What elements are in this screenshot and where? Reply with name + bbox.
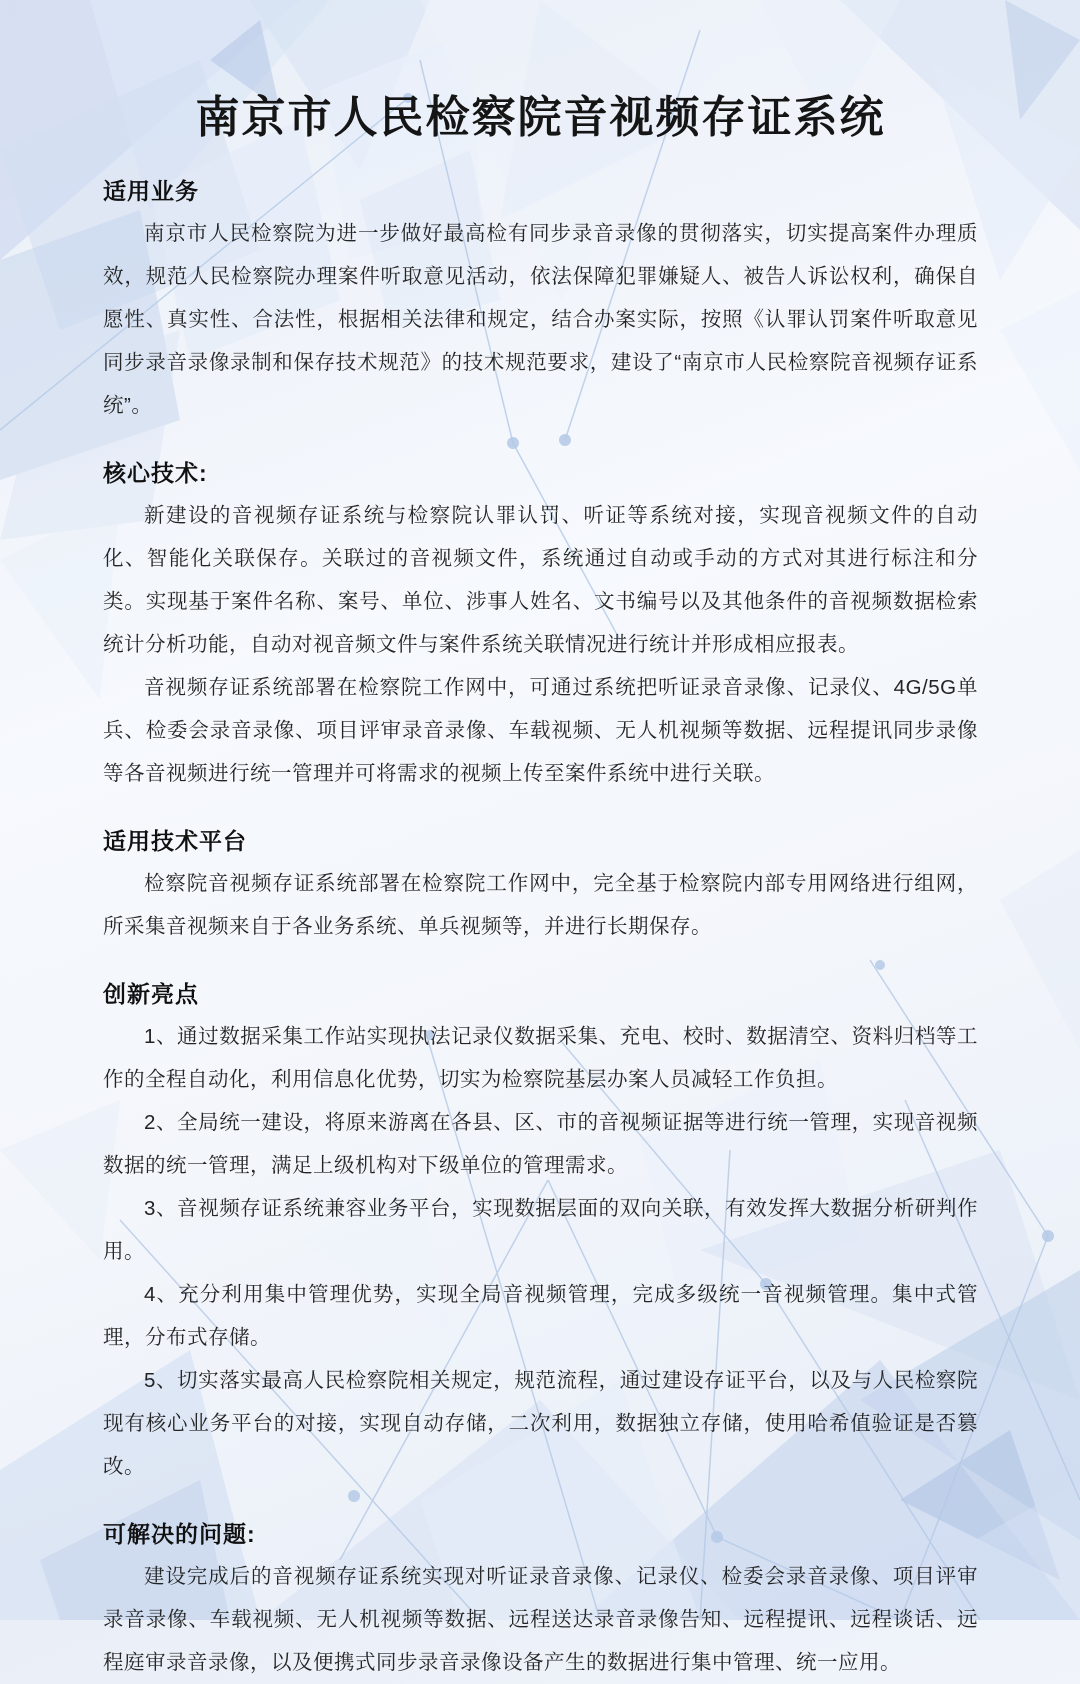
paragraph: 新建设的音视频存证系统与检察院认罪认罚、听证等系统对接，实现音视频文件的自动化、智能化关联保存。关联过的音视频文件，系统通过自动或手动的方式对其进行标注和分类。实现基于案件名称、案号、单位、涉事人姓名、文书编号以及其他条件的音视频数据检索统计分析功能，自动对视音频文件与案件系统关联情况进行统计并形成相应报表。 [103, 504, 978, 656]
paragraph: 5、切实落实最高人民检察院相关规定，规范流程，通过建设存证平台，以及与人民检察院现有核心业务平台的对接，实现自动存储，二次利用，数据独立存储，使用哈希值验证是否篡改。 [103, 1369, 978, 1478]
section-applicable-platform [103, 823, 978, 948]
section-problems-solved [103, 1516, 978, 1684]
section-heading: 可解决的问题: [103, 1521, 256, 1547]
section-heading: 适用业务 [103, 178, 199, 204]
page-title: 南京市人民检察院音视频存证系统 [195, 93, 886, 142]
paragraph: 2、全局统一建设，将原来游离在各县、区、市的音视频证据等进行统一管理，实现音视频数据的统一管理，满足上级机构对下级单位的管理需求。 [103, 1111, 978, 1177]
section-heading: 适用技术平台 [103, 828, 247, 854]
paragraph: 音视频存证系统部署在检察院工作网中，可通过系统把听证录音录像、记录仪、4G/5G单兵、检委会录音录像、项目评审录音录像、车载视频、无人机视频等数据、远程提讯同步录像等各音视频进行统一管理并可将需求的视频上传至案件系统中进行关联。 [103, 676, 978, 785]
section-core-technology [103, 455, 978, 795]
paragraph: 4、充分利用集中管理优势，实现全局音视频管理，完成多级统一音视频管理。集中式管理，分布式存储。 [103, 1283, 978, 1349]
paragraph: 南京市人民检察院为进一步做好最高检有同步录音录像的贯彻落实，切实提高案件办理质效，规范人民检察院办理案件听取意见活动，依法保障犯罪嫌疑人、被告人诉讼权利，确保自愿性、真实性、合法性，根据相关法律和规定，结合办案实际，按照《认罪认罚案件听取意见同步录音录像录制和保存技术规范》的技术规范要求，建设了“南京市人民检察院音视频存证系统”。 [103, 222, 978, 417]
paragraph: 建设完成后的音视频存证系统实现对听证录音录像、记录仪、检委会录音录像、项目评审录音录像、车载视频、无人机视频等数据、远程送达录音录像告知、远程提讯、远程谈话、远程庭审录音录像，以及便携式同步录音录像设备产生的数据进行集中管理、统一应用。 [103, 1565, 978, 1674]
section-applicable-business [103, 173, 978, 427]
section-innovation-highlights [103, 976, 978, 1488]
paragraph: 3、音视频存证系统兼容业务平台，实现数据层面的双向关联，有效发挥大数据分析研判作用。 [103, 1197, 978, 1263]
section-heading: 创新亮点 [103, 981, 199, 1007]
section-heading: 核心技术: [103, 460, 208, 486]
paragraph: 1、通过数据采集工作站实现执法记录仪数据采集、充电、校时、数据清空、资料归档等工作的全程自动化，利用信息化优势，切实为检察院基层办案人员减轻工作负担。 [103, 1025, 978, 1091]
document-body [103, 0, 978, 1684]
paragraph: 检察院音视频存证系统部署在检察院工作网中，完全基于检察院内部专用网络进行组网，所采集音视频来自于各业务系统、单兵视频等，并进行长期保存。 [103, 872, 978, 938]
